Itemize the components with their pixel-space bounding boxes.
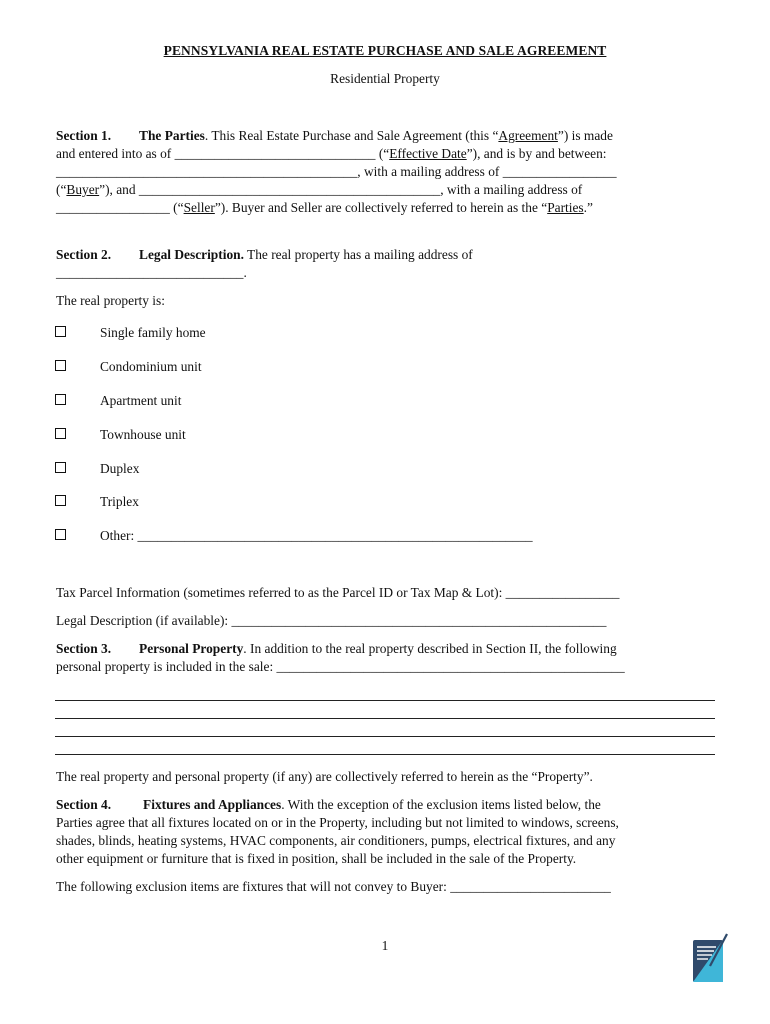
section-3-number: Section 3. [56,641,112,656]
section-3-line-2[interactable]: personal property is included in the sale: ____________________________________________________ [56,659,625,674]
checkbox-duplex[interactable] [55,462,66,473]
defined-term-effective-date: Effective Date [389,146,467,161]
checkbox-single-family[interactable] [55,326,66,337]
option-label: Triplex [100,494,139,509]
section-1-line-3: _____________________________________________, with a mailing address of _________________ [56,164,617,179]
checkbox-apartment[interactable] [55,394,66,405]
section-1-heading: The Parties [139,128,205,143]
defined-term-agreement: Agreement [498,128,558,143]
option-label-other[interactable]: Other: ___________________________________________________________ [100,528,533,543]
blank-line[interactable] [55,718,715,719]
document-subtitle: Residential Property [330,71,440,86]
property-definition: The real property and personal property (if any) are collectively referred to herein as the “Property”. [56,769,593,784]
section-2-heading: Legal Description. [139,247,244,262]
checkbox-other[interactable] [55,529,66,540]
section-2-line-2: ____________________________. [56,265,247,280]
section-3-line-1: Section 3. Personal Property. In addition to the real property described in Section II, the following [56,641,617,656]
section-1-line-5: _________________ (“Seller”). Buyer and Seller are collectively referred to herein as the “Parties.” [56,200,593,215]
section-1-number: Section 1. [56,128,112,143]
section-1-line-2: and entered into as of ______________________________ (“Effective Date”), and is by and between: [56,146,607,161]
exclusion-items-field[interactable]: The following exclusion items are fixtures that will not convey to Buyer: ________________________ [56,879,611,894]
checkbox-triplex[interactable] [55,495,66,506]
section-1-line-1: Section 1. The Parties. This Real Estate Purchase and Sale Agreement (this “Agreement”) is made [56,128,613,143]
checkbox-townhouse[interactable] [55,428,66,439]
section-4-line-1: Section 4. Fixtures and Appliances. With the exception of the exclusion items listed below, the [56,797,601,812]
legal-description-field[interactable]: Legal Description (if available): ________________________________________________________ [56,613,607,628]
section-4-line-4: other equipment or furniture that is fixed in position, shall be included in the sale of the Property. [56,851,577,866]
property-type-intro: The real property is: [56,293,165,308]
option-label: Apartment unit [100,393,182,408]
section-2-line-1: Section 2. Legal Description. The real property has a mailing address of [56,247,473,262]
checkbox-condominium[interactable] [55,360,66,371]
option-label: Single family home [100,325,206,340]
defined-term-buyer: Buyer [66,182,100,197]
section-1-line-4: (“Buyer”), and _____________________________________________, with a mailing address of [56,182,583,197]
document-logo-icon [690,932,728,984]
section-2-number: Section 2. [56,247,112,262]
blank-line[interactable] [55,700,715,701]
tax-parcel-field[interactable]: Tax Parcel Information (sometimes referred to as the Parcel ID or Tax Map & Lot): _________________ [56,585,620,600]
section-4-heading: Fixtures and Appliances [143,797,282,812]
section-4-line-2: Parties agree that all fixtures located on or in the Property, including but not limited to windows, screens, [56,815,619,830]
blank-line[interactable] [55,736,715,737]
document-title: PENNSYLVANIA REAL ESTATE PURCHASE AND SALE AGREEMENT [163,43,607,58]
section-3-heading: Personal Property [139,641,244,656]
option-label: Townhouse unit [100,427,186,442]
section-4-number: Section 4. [56,797,112,812]
page-number: 1 [381,938,389,953]
blank-line[interactable] [55,754,715,755]
section-4-line-3: shades, blinds, heating systems, HVAC components, air conditioners, pumps, electrical fixtures, and any [56,833,616,848]
option-label: Condominium unit [100,359,202,374]
option-label: Duplex [100,461,140,476]
defined-term-seller: Seller [183,200,215,215]
defined-term-parties: Parties [547,200,584,215]
